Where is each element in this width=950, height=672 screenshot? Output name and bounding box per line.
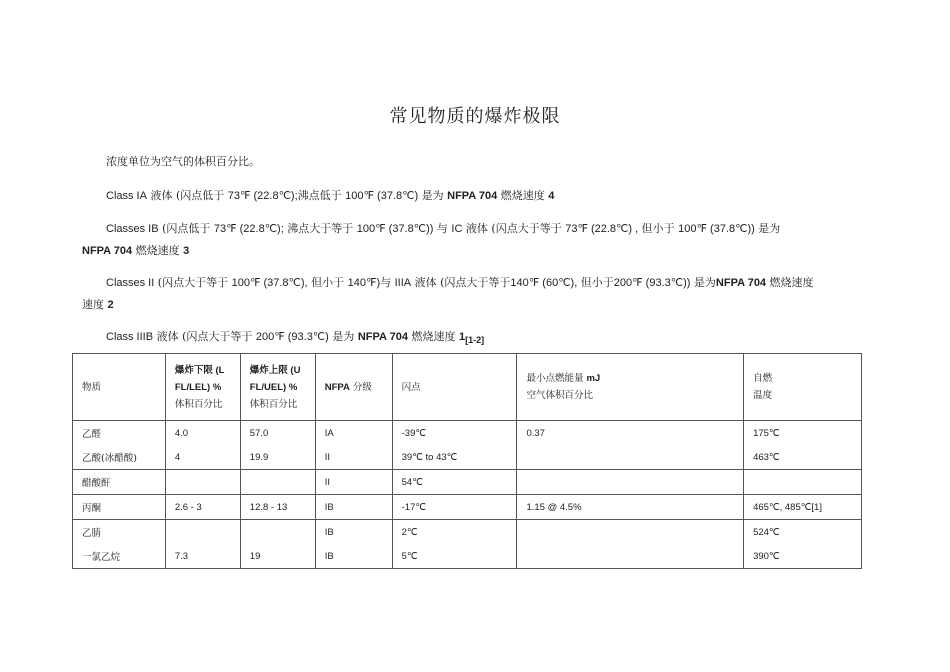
table-row: 乙腈 IB 2℃ 524℃	[73, 520, 862, 545]
burn-rate: 1	[458, 331, 466, 343]
header-substance: 物质	[73, 354, 166, 421]
page-title: 常见物质的爆炸极限	[389, 106, 561, 127]
class-ia-paragraph: Class IA 液体 (闪点低于 73℉ (22.8℃);沸点低于 100℉ (37.8℃) 是为 NFPA 704 燃烧速度 4	[106, 189, 555, 202]
intro-paragraph	[82, 151, 872, 172]
nfpa-label: NFPA 704	[447, 190, 498, 202]
header-lel: 爆炸下限 (L FL/LEL) % 体积百分比	[165, 354, 240, 421]
nfpa-label: NFPA 704	[82, 245, 133, 257]
burn-rate: 2	[107, 299, 114, 311]
table-row: 乙酸(冰醋酸) 4 19.9 II 39℃ to 43℃ 463℃	[73, 445, 862, 470]
nfpa-label: NFPA 704	[715, 277, 767, 289]
nfpa-label: NFPA 704	[357, 331, 408, 343]
class-ib-paragraph: Classes IB (闪点低于 73℉ (22.8℃); 沸点大于等于 100℉ (37.8℃)) 与 IC 液体 (闪点大于等于 73℉ (22.8℃) , 但小于 100℉ (37.8℃)) 是为 NFPA 704 燃烧速度 3	[82, 222, 781, 257]
class-ii-paragraph: Classes II (闪点大于等于 100℉ (37.8℃), 但小于 140℉)与 IIIA 液体 (闪点大于等于140℉ (60℃), 但小于200℉ (93.3℃)) 是为NFPA 704 燃烧速度 速度 2	[82, 276, 814, 311]
reference-link[interactable]: [1-2]	[465, 335, 485, 346]
table-row: 乙醛 4.0 57.0 IA -39℃ 0.37 175℃	[73, 421, 862, 446]
burn-rate: 3	[183, 245, 190, 257]
header-min-ignition-energy: 最小点燃能量 mJ 空气体积百分比	[517, 354, 744, 421]
table-row: 丙酮 2.6 - 3 12.8 - 13 IB -17℃ 1.15 @ 4.5% 465℃, 485℃[1]	[73, 495, 862, 520]
header-nfpa: NFPA 分级	[315, 354, 392, 421]
intro-text: 浓度单位为空气的体积百分比。	[106, 155, 260, 168]
explosion-limits-table	[72, 353, 862, 569]
header-autoignition: 自燃 温度	[744, 354, 862, 421]
table-header-row	[73, 354, 862, 421]
class-iiib-paragraph: Class IIIB 液体 (闪点大于等于 200℉ (93.3℃) 是为 NFPA 704 燃烧速度 $1_{[1-2]}$	[106, 330, 485, 346]
table-row: 一氯乙烷 7.3 19 IB 5℃ 390℃	[73, 544, 862, 569]
table-row: 醋酸酐 II 54℃	[73, 470, 862, 495]
header-flash-point: 闪点	[392, 354, 517, 421]
burn-rate: 4	[548, 190, 555, 202]
header-uel: 爆炸上限 (U FL/UEL) % 体积百分比	[240, 354, 315, 421]
